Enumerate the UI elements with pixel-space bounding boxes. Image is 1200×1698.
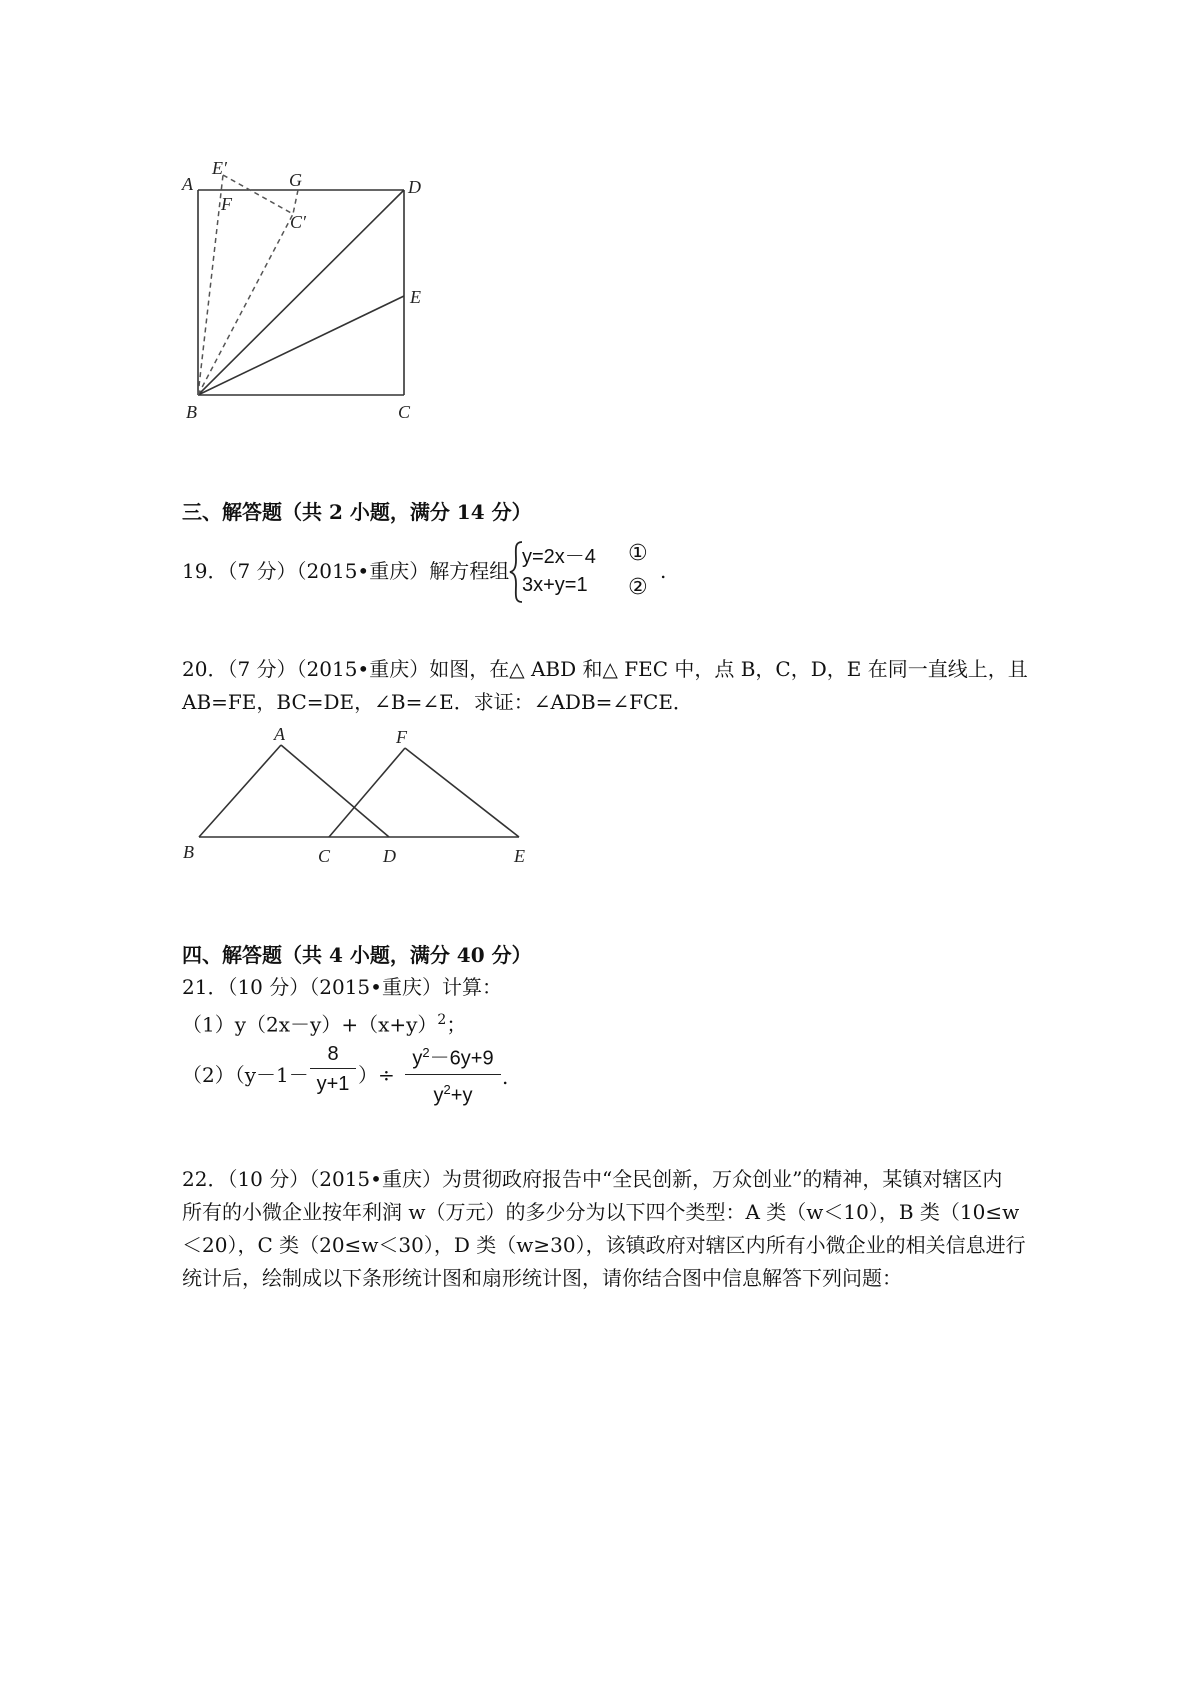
label-c: C	[398, 402, 411, 422]
q19-prefix: 19．（7 分）（2015•重庆）解方程组	[182, 559, 510, 583]
segment-fc	[329, 748, 405, 837]
frac1-denominator: y+1	[316, 1073, 350, 1095]
q21-prefix: 21．（10 分）（2015•重庆）计算：	[182, 975, 502, 999]
frac2-den-rest: +y	[450, 1084, 473, 1107]
frac2-den-exp: 2	[443, 1081, 451, 1097]
frac2-num-rest: －6y+9	[429, 1047, 494, 1070]
q20-line1: 20．（7 分）（2015•重庆）如图，在△ ABD 和△ FEC 中，点 B，C，D，E 在同一直线上，且	[182, 657, 1028, 681]
q22-line4: 统计后，绘制成以下条形统计图和扇形统计图，请你结合图中信息解答下列问题：	[182, 1266, 902, 1290]
label-d2: D	[383, 846, 396, 866]
label-a2: A	[274, 724, 285, 744]
label-eprime: E′	[212, 158, 227, 178]
q19-eq2: 3x+y=1	[522, 574, 588, 596]
section-3-heading: 三、解答题（共 2 小题，满分 14 分）	[182, 500, 532, 524]
q20-line2: AB=FE，BC=DE，∠B=∠E．求证：∠ADB=∠FCE．	[182, 690, 693, 714]
q19-eq1: y=2x－4	[522, 546, 596, 568]
q19-mark2: ②	[628, 574, 648, 599]
q21-part1	[182, 1005, 466, 1040]
segment-fe	[405, 748, 519, 837]
label-a: A	[182, 174, 193, 194]
label-e2: E	[514, 846, 525, 866]
q22-line3: ＜20），C 类（20≤w＜30），D 类（w≥30），该镇政府对辖区内所有小微企业的相关信息进行	[182, 1233, 1026, 1257]
q22-line2: 所有的小微企业按年利润 w（万元）的多少分为以下四个类型：A 类（w＜10），B 类（10≤w	[182, 1200, 1020, 1224]
label-f2: F	[396, 727, 407, 747]
frac2-numerator	[405, 1038, 501, 1074]
q21-part2-prefix: （2）（y－1－	[182, 1063, 309, 1087]
frac2-num-base: y	[412, 1047, 423, 1070]
q21-part1-text: （1）y（2x－y）+（x+y）	[182, 1012, 438, 1037]
label-d: D	[408, 177, 421, 197]
fraction-quadratic	[405, 1038, 501, 1110]
q21-part1-end: ；	[446, 1012, 467, 1037]
label-g: G	[289, 170, 302, 190]
segment-ab	[199, 745, 281, 837]
frac2-denominator	[405, 1075, 501, 1111]
fraction-8-over-y-plus-1	[310, 1040, 356, 1099]
label-cprime: C′	[290, 212, 306, 232]
label-b2: B	[183, 842, 194, 862]
q21-part2-mid: ）÷	[358, 1063, 395, 1087]
frac2-num-exp: 2	[422, 1045, 430, 1060]
label-e: E	[410, 287, 421, 307]
q19-mark1: ①	[628, 540, 648, 565]
section-4-heading: 四、解答题（共 4 小题，满分 40 分）	[182, 943, 532, 967]
q21-part1-exp: 2	[437, 1012, 447, 1028]
frac1-numerator: 8	[327, 1043, 339, 1065]
q22-line1: 22．（10 分）（2015•重庆）为贯彻政府报告中“全民创新，万众创业”的精神，某镇对辖区内	[182, 1167, 1003, 1191]
q19-suffix: .	[660, 559, 667, 583]
frac2-den-base: y	[433, 1084, 444, 1107]
label-b: B	[186, 402, 197, 422]
q21-part2-end: .	[502, 1065, 509, 1089]
label-f: F	[221, 194, 232, 214]
label-c2: C	[318, 846, 331, 866]
segment-ad	[281, 745, 389, 837]
